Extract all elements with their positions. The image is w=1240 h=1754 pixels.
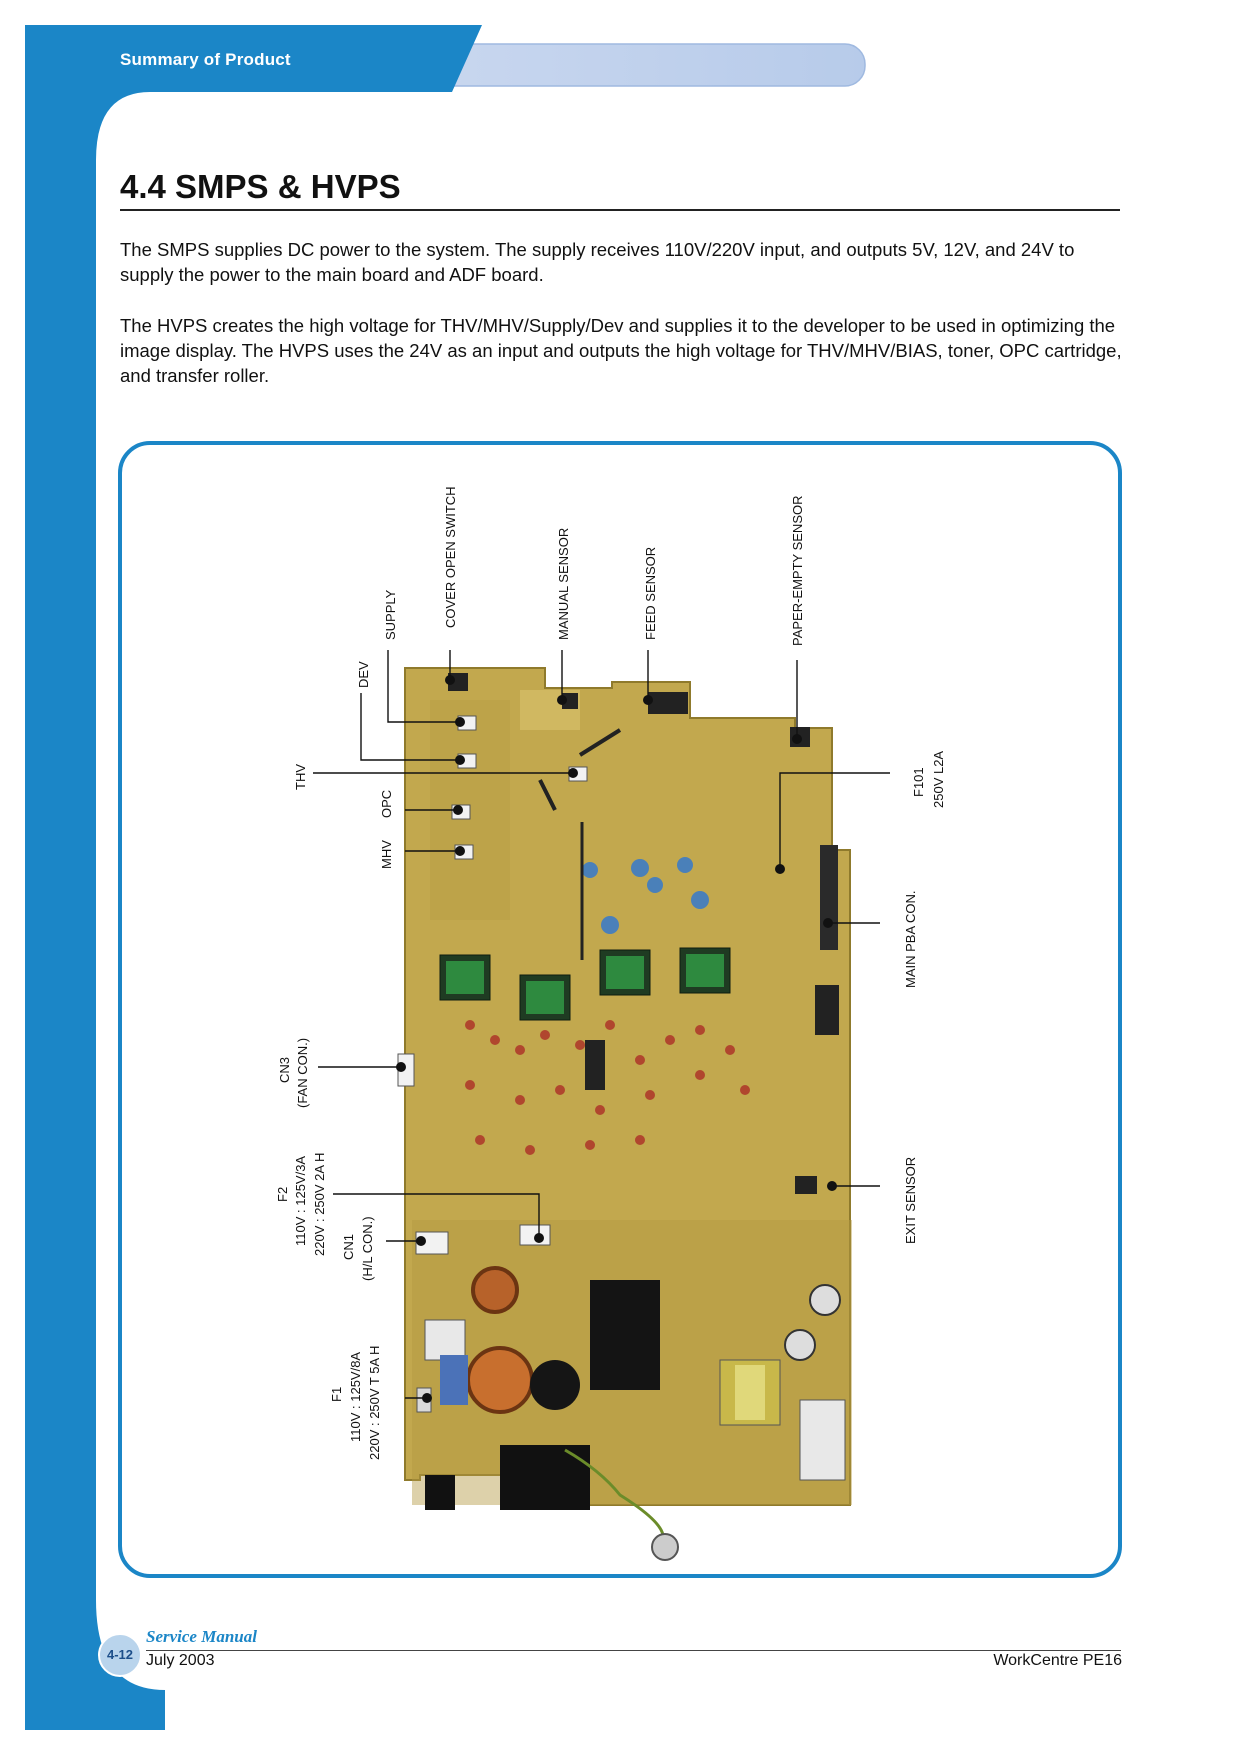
label-supply: SUPPLY bbox=[383, 589, 398, 640]
footer-date: July 2003 bbox=[146, 1652, 215, 1669]
paragraph-smps: The SMPS supplies DC power to the system. The supply receives 110V/220V input, and outputs 5V, 12V, and 24V to supply the power to the main board and ADF board. bbox=[120, 239, 1075, 285]
label-f101-rating: 250V L2A bbox=[931, 750, 946, 808]
label-f1-name: F1 bbox=[329, 1386, 344, 1402]
power-inlet bbox=[500, 1445, 590, 1510]
label-cn3-desc: (FAN CON.) bbox=[295, 1037, 310, 1108]
pcb-board bbox=[398, 668, 852, 1560]
label-cn3-name: CN3 bbox=[277, 1056, 292, 1083]
footer-rule bbox=[146, 1650, 1121, 1651]
page-title: 4.4 SMPS & HVPS bbox=[120, 168, 401, 205]
label-thv: THV bbox=[293, 764, 308, 790]
label-f101-name: F101 bbox=[911, 767, 926, 797]
toroid-coil-2 bbox=[468, 1348, 532, 1412]
label-f2-line1: 110V : 125V/3A bbox=[293, 1155, 308, 1246]
label-f2-line2: 220V : 250V 2A H bbox=[312, 1152, 327, 1256]
label-dev: DEV bbox=[356, 661, 371, 688]
paragraph-hvps: The HVPS creates the high voltage for THV/MHV/Supply/Dev and supplies it to the developer to be used in optimizing the image display. The HVPS uses the 24V as an input and outputs the high voltage for THV/MHV/BIAS, toner, OPC cartridge, and transfer roller. bbox=[120, 315, 1122, 386]
label-f1-line2: 220V : 250V T 5A H bbox=[367, 1345, 382, 1460]
toroid-coil-1 bbox=[473, 1268, 517, 1312]
label-main-pba-con: MAIN PBA CON. bbox=[903, 890, 918, 988]
label-opc: OPC bbox=[379, 789, 394, 818]
heatsink bbox=[590, 1280, 660, 1390]
ground-lug bbox=[652, 1534, 678, 1560]
label-cn1-desc: (H/L CON.) bbox=[360, 1216, 375, 1281]
label-cn1-name: CN1 bbox=[341, 1233, 356, 1260]
section-label: Summary of Product bbox=[120, 50, 291, 69]
label-cover-open-switch: COVER OPEN SWITCH bbox=[443, 486, 458, 628]
label-exit-sensor: EXIT SENSOR bbox=[903, 1156, 918, 1244]
label-mhv: MHV bbox=[379, 840, 394, 869]
label-manual-sensor: MANUAL SENSOR bbox=[556, 527, 571, 640]
label-paper-empty-sensor: PAPER-EMPTY SENSOR bbox=[790, 495, 805, 646]
label-feed-sensor: FEED SENSOR bbox=[643, 546, 658, 640]
footer-doc-type: Service Manual bbox=[146, 1627, 257, 1646]
label-f1-line1: 110V : 125V/8A bbox=[348, 1351, 363, 1442]
footer-product: WorkCentre PE16 bbox=[993, 1652, 1122, 1669]
page-number-badge: 4-12 bbox=[98, 1633, 142, 1677]
label-f2-name: F2 bbox=[275, 1186, 290, 1202]
